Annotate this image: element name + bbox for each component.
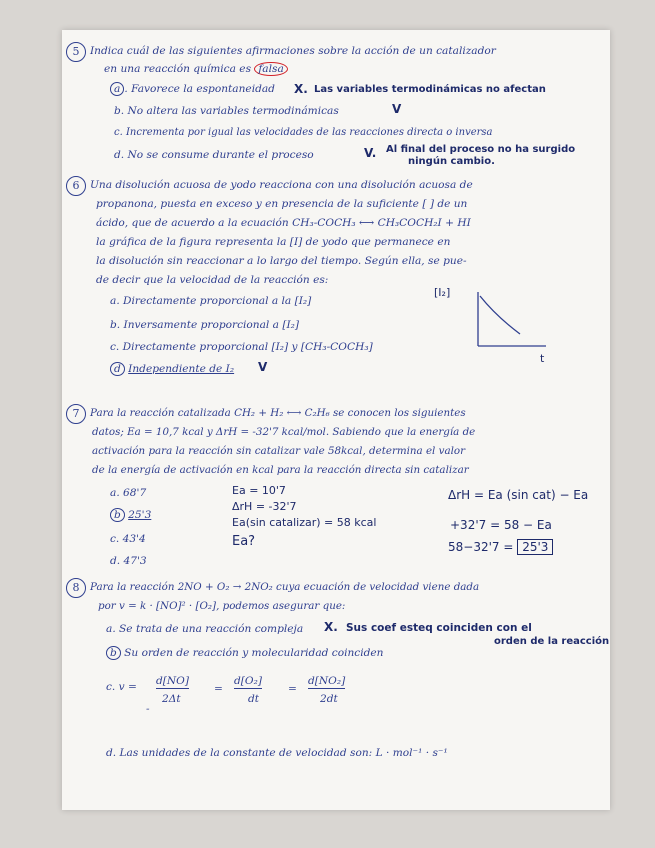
falsa-circled-word: falsa (254, 62, 287, 76)
graph-ylabel: [I₂] (434, 286, 451, 299)
fraction-denominator: 2Δt (162, 693, 181, 705)
note: Al final del proceso no ha surgido (386, 144, 576, 155)
question-6 (62, 176, 610, 396)
option-text: Su orden de reacción y molecularidad coinciden (124, 647, 384, 659)
option-a: a. Directamente proporcional a la [I₂] (110, 295, 312, 307)
question-7 (62, 404, 610, 570)
graph (434, 286, 564, 366)
option-c: c. Incrementa por igual las velocidades de las reacciones directa o inversa (114, 127, 493, 138)
question-text: datos; Ea = 10,7 kcal y ΔrH = -32'7 kcal/mol. Sabiendo que la energía de (92, 426, 476, 438)
fraction-numerator: d[O₂] (234, 675, 262, 687)
option-b (110, 508, 151, 522)
option-letter-circled: d (110, 362, 125, 376)
option-b: b. No altera las variables termodinámicas (114, 105, 339, 117)
question-number: 6 (66, 176, 86, 196)
mark-check: V (392, 102, 402, 116)
question-5 (62, 38, 610, 178)
fraction-denominator: 2dt (320, 693, 338, 705)
question-text: la gráfica de la figura representa la [I] de yodo que permanece en (96, 236, 451, 248)
question-text: por v = k · [NO]² · [O₂], podemos asegurar que: (98, 600, 346, 612)
equals-sign: = (288, 683, 297, 695)
option-letter-circled: b (110, 508, 125, 522)
question-text: de la energía de activación en kcal para la reacción directa sin catalizar (92, 464, 469, 476)
graph-plot (434, 286, 564, 366)
option-text: . Favorece la espontaneidad (124, 83, 275, 95)
work-line: ΔrH = -32'7 (232, 500, 297, 513)
option-c (106, 674, 426, 720)
mark-check: V. (364, 146, 377, 160)
question-text: de decir que la velocidad de la reacción es: (96, 274, 329, 286)
work-line (448, 540, 553, 554)
option-text: 25'3 (128, 509, 152, 521)
fraction-numerator: d[NO] (156, 675, 190, 687)
work-line: Ea(sin catalizar) = 58 kcal (232, 516, 377, 529)
option-d: d. 47'3 (110, 555, 147, 567)
work-line: Ea = 10'7 (232, 484, 286, 497)
mark-x: X. (294, 82, 308, 96)
equals-sign: = (214, 683, 223, 695)
option-b (106, 646, 384, 660)
question-text-part: en una reacción química es (104, 63, 252, 75)
fraction-numerator: d[NO₂] (308, 675, 346, 687)
option-a: a. 68'7 (110, 487, 147, 499)
question-number: 7 (66, 404, 86, 424)
graph-xlabel: t (540, 352, 545, 365)
question-8 (62, 578, 610, 798)
note: orden de la reacción (494, 636, 610, 647)
option-d: d. Las unidades de la constante de velocidad son: L · mol⁻¹ · s⁻¹ (106, 747, 448, 759)
option-letter: c. v = (106, 681, 137, 693)
note: Sus coef esteq coinciden con el (346, 622, 532, 634)
work-line: +32'7 = 58 − Ea (450, 518, 552, 532)
question-text (104, 62, 288, 76)
question-number: 8 (66, 578, 86, 598)
paper-sheet (62, 30, 610, 810)
question-text: ácido, que de acuerdo a la ecuación CH₃-COCH₃ ⟷ CH₃COCH₂I + HI (96, 217, 471, 229)
option-c: c. 43'4 (110, 533, 146, 545)
question-number: 5 (66, 42, 86, 62)
option-letter-circled: b (106, 646, 121, 660)
option-d: d. No se consume durante el proceso (114, 149, 314, 161)
option-a (110, 82, 275, 96)
fraction-denominator: dt (248, 693, 260, 705)
mark-x: X. (324, 620, 338, 634)
question-text: la disolución sin reaccionar a lo largo del tiempo. Según ella, se pue- (96, 255, 467, 267)
note: ningún cambio. (408, 156, 495, 167)
question-text: propanona, puesta en exceso y en presencia de la suficiente [ ] de un (96, 198, 468, 210)
question-text: Indica cuál de las siguientes afirmaciones sobre la acción de un catalizador (90, 45, 496, 57)
option-b: b. Inversamente proporcional a [I₂] (110, 319, 300, 331)
work-line: Ea? (232, 534, 256, 549)
option-c: c. Directamente proporcional [I₂] y [CH₃-COCH₃] (110, 341, 373, 353)
option-letter-circled: a (110, 82, 124, 96)
question-text: Para la reacción 2NO + O₂ → 2NO₂ cuya ecuación de velocidad viene dada (90, 581, 480, 593)
option-a: a. Se trata de una reacción compleja (106, 623, 304, 635)
boxed-answer: 25'3 (517, 539, 553, 555)
work-line: ΔrH = Ea (sin cat) − Ea (448, 488, 589, 502)
option-d (110, 362, 234, 376)
work-text: 58−32'7 = (448, 540, 514, 554)
mark-check: V (258, 360, 268, 374)
minus-sign: - (146, 703, 150, 715)
question-text: Una disolución acuosa de yodo reacciona con una disolución acuosa de (90, 179, 473, 191)
option-text: Independiente de I₂ (128, 363, 235, 375)
question-text: activación para la reacción sin catalizar vale 58kcal, determina el valor (92, 445, 465, 457)
question-text: Para la reacción catalizada CH₂ + H₂ ⟷ C₂H₆ se conocen los siguientes (90, 407, 466, 419)
note: Las variables termodinámicas no afectan (314, 84, 546, 95)
